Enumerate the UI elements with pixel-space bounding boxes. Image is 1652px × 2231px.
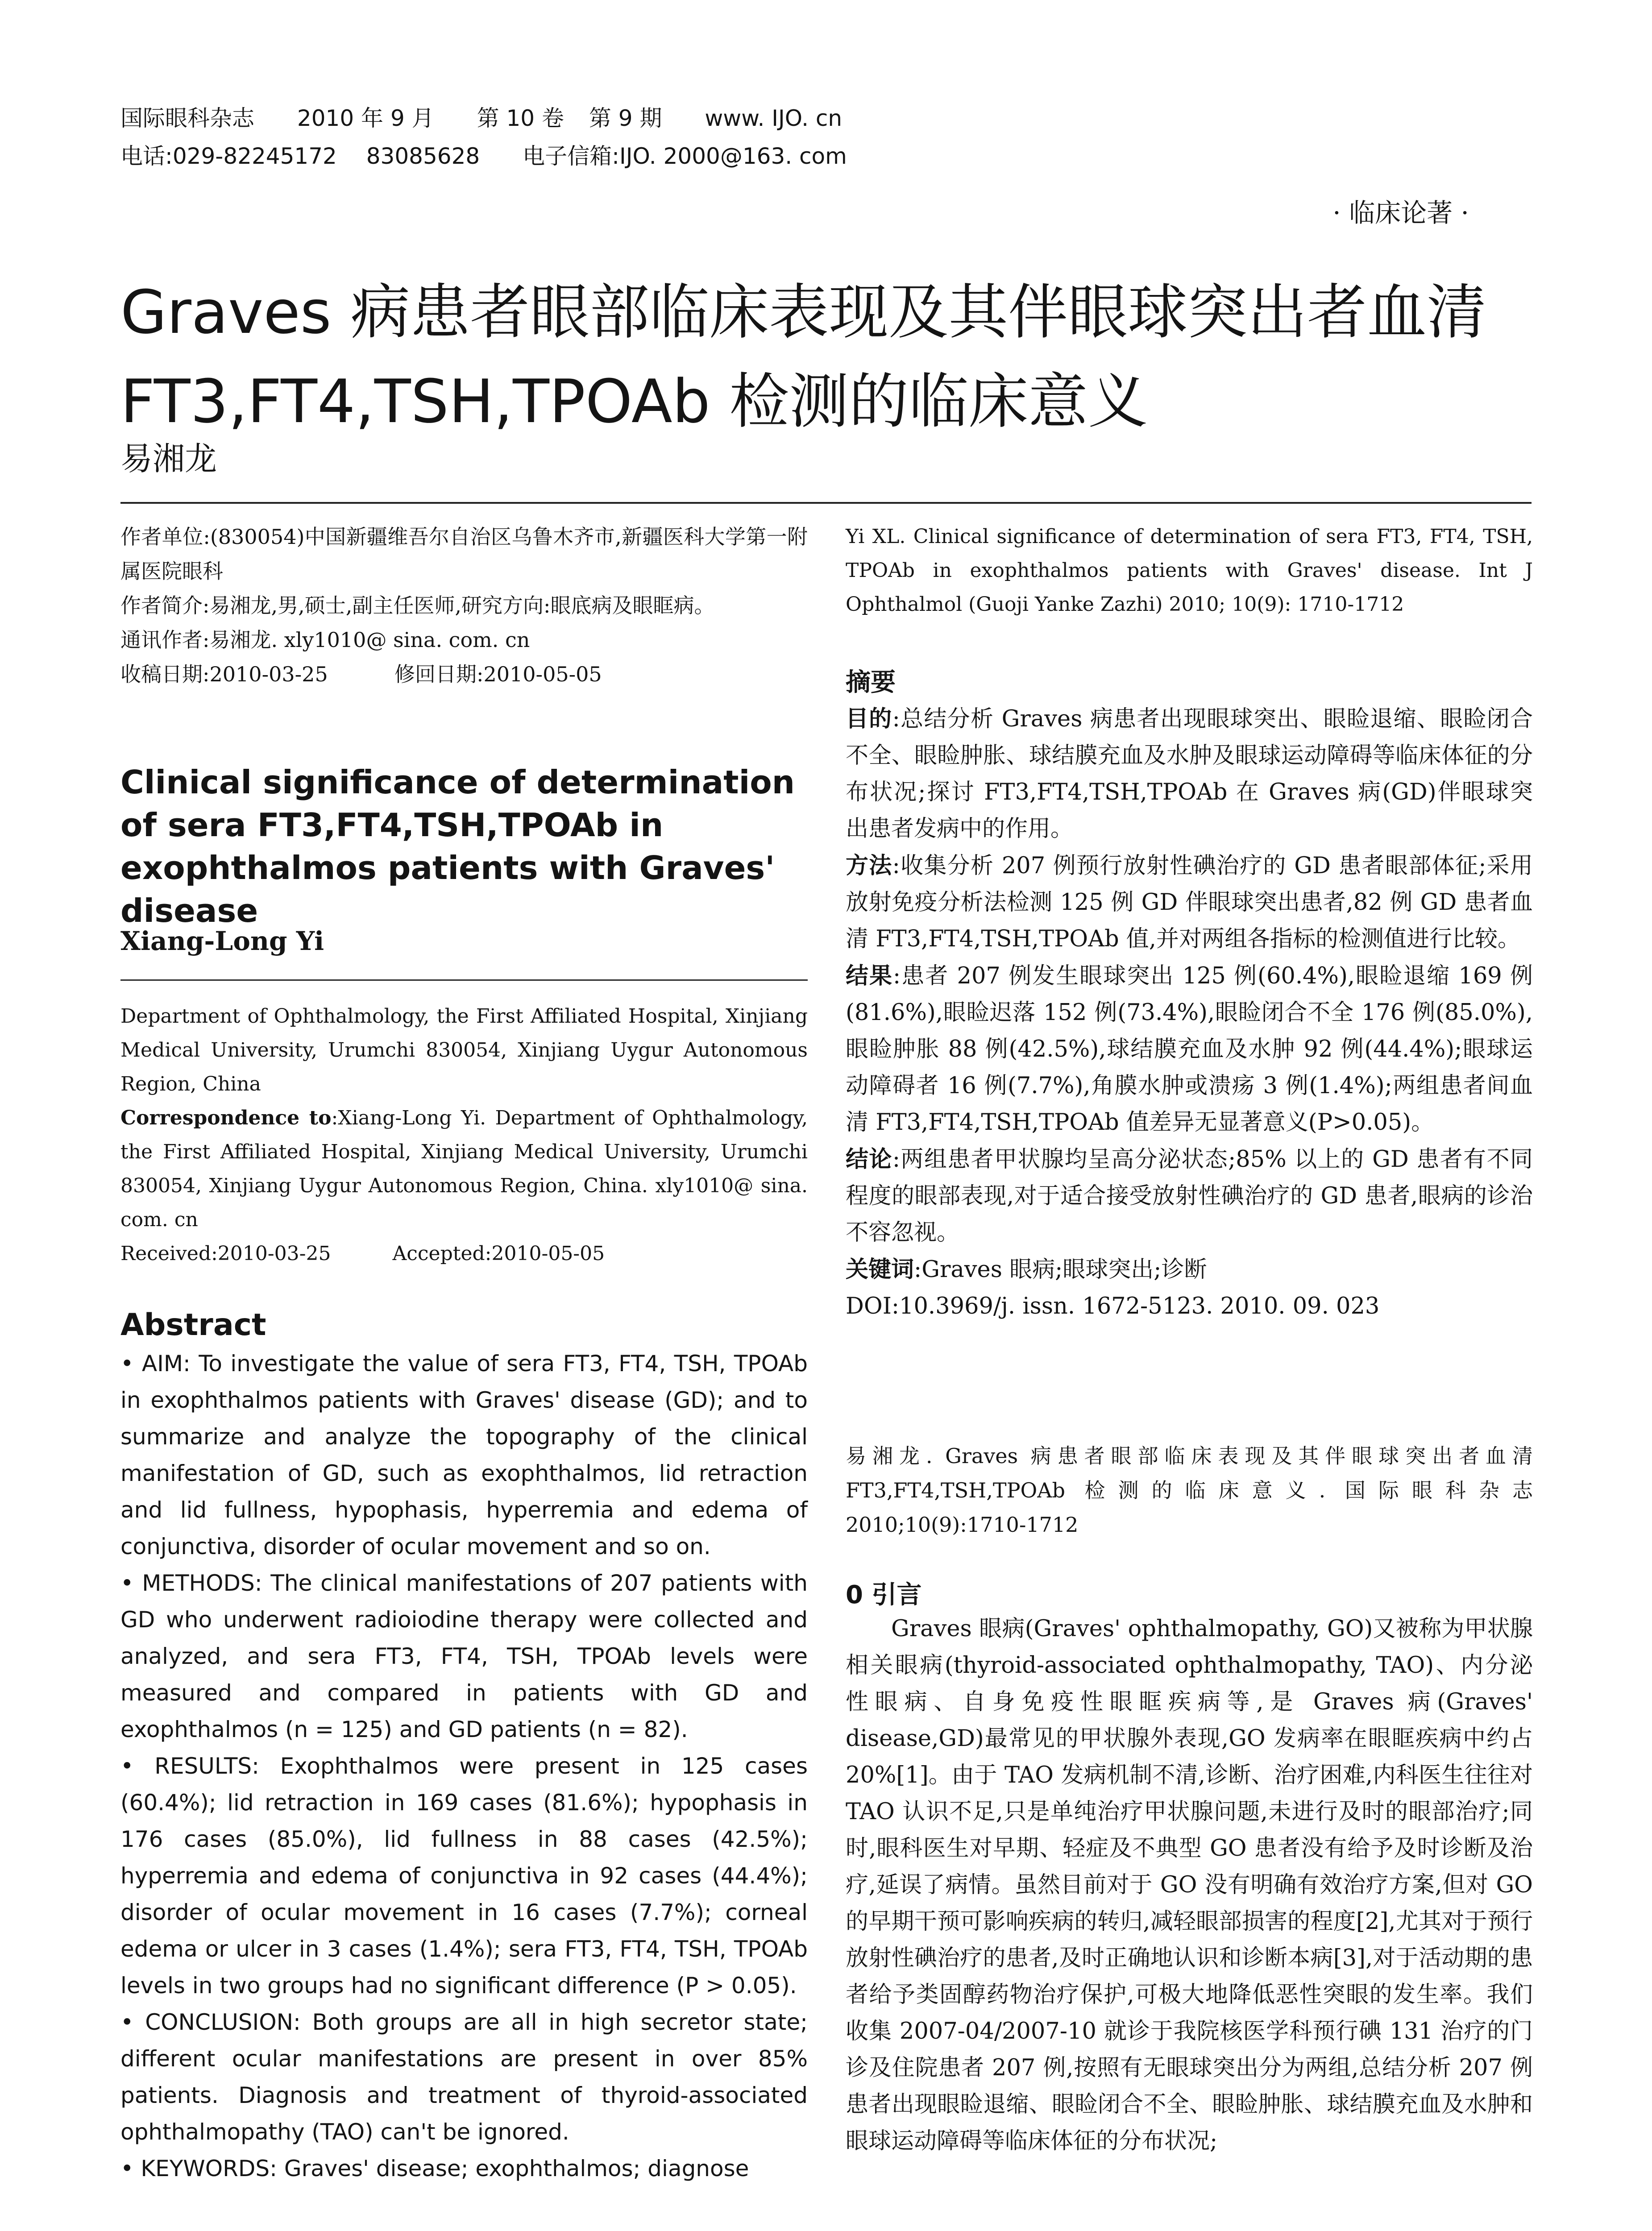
affiliation-cn (120, 520, 808, 692)
received-date-cn: 收稿日期:2010-03-25 (120, 662, 328, 686)
author-cn: 易湘龙 (120, 440, 217, 477)
volume: 第 10 卷 (477, 105, 564, 131)
received-date-en: Received:2010-03-25 (120, 1242, 331, 1265)
abstract-conclusion: • CONCLUSION: Both groups are all in high secretor state; different ocular manifestations are present in over 85% patients. Diagnosis and treatment of thyroid-associated ophthalmopathy (TAO) can't be ignored. (120, 2009, 808, 2145)
intro-heading: 0 引言 (846, 1580, 922, 1609)
phone2: 83085628 (366, 143, 480, 169)
abstract-keywords: • KEYWORDS: Graves' disease; exophthalmos; diagnose (120, 2156, 749, 2181)
email-link[interactable]: 电子信箱:IJO. 2000@163. com (523, 143, 847, 169)
citation-cn: 易湘龙. Graves 病患者眼部临床表现及其伴眼球突出者血清 FT3,FT4,TSH,TPOAb 检测的临床意义. 国际眼科杂志 2010;10(9):1710-1712 (846, 1444, 1533, 1537)
methods-label: 方法 (846, 852, 892, 879)
intro-body: Graves 眼病(Graves' ophthalmopathy, GO)又被称为甲状腺相关眼病(thyroid-associated ophthalmopathy, TAO)、内分泌性眼病、自身免疫性眼眶疾病等,是 Graves 病(Graves' disease,GD)最常见的甲状腺外表现,GO 发病率在眼眶疾病中约占 20%[1]。由于 TAO 发病机制不清,诊断、治疗困难,内科医生往往对 TAO 认识不足,只是单纯治疗甲状腺问题,未进行及时的眼部治疗;同时,眼科医生对早期、轻症及不典型 GO 患者没有给予及时诊断及治疗,延误了病情。虽然目前对于 GO 没有明确有效治疗方案,但对 GO 的早期干预可影响疾病的转归,减轻眼部损害的程度[2],尤其对于预行放射性碘治疗的患者,及时正确地认识和诊断本病[3],对于活动期的患者给予类固醇药物治疗保护,可极大地降低恶性突眼的发生率。我们收集 2007-04/2007-10 就诊于我院核医学科预行碘 131 治疗的门诊及住院患者 207 例,按照有无眼球突出分为两组,总结分析 207 例患者出现眼睑退缩、眼睑闭合不全、眼睑肿胀、球结膜充血及水肿和眼球运动障碍等临床体征的分布状况; (846, 1616, 1533, 2154)
dates-cn (120, 657, 808, 692)
keywords-label: 关键词 (846, 1256, 914, 1283)
results-label: 结果 (846, 962, 893, 989)
dates-en (120, 1237, 808, 1271)
issue: 第 9 期 (589, 105, 662, 131)
abstract-cn-keywords (846, 1251, 1533, 1288)
aim-label: 目的 (846, 705, 892, 732)
corresponding-author: 通讯作者:易湘龙. xly1010@ sina. com. cn (120, 628, 530, 652)
phone: 电话:029-82245172 (120, 143, 337, 169)
title-divider (120, 502, 1532, 504)
section-label: · 临床论著 · (1332, 198, 1469, 228)
abstract-cn-conclusion (846, 1141, 1533, 1251)
correspondence-text: :Xiang-Long Yi. Department of Ophthalmology, the First Affiliated Hospital, Xinjiang Medical University, Urumchi 830054, Xinjiang Uygur Autonomous Region, China. xly1010@ sina. com. cn (120, 1107, 808, 1231)
methods-text: :收集分析 207 例预行放射性碘治疗的 GD 患者眼部体征;采用放射免疫分析法检测 125 例 GD 伴眼球突出患者,82 例 GD 患者血清 FT3,FT4,TSH,TPOAb 值,并对两组各指标的检测值进行比较。 (846, 853, 1533, 952)
conclusion-label: 结论 (846, 1146, 892, 1173)
revised-date-cn: 修回日期:2010-05-05 (394, 662, 602, 686)
citation-en: Yi XL. Clinical significance of determination of sera FT3, FT4, TSH, TPOAb in exophthalmos patients with Graves' disease. Int J Ophthalmol (Guoji Yanke Zazhi) 2010; 10(9): 1710-1712 (846, 525, 1533, 616)
website-link[interactable]: www. IJO. cn (705, 105, 843, 131)
correspondence-label: Correspondence to (120, 1107, 332, 1129)
author-bio: 作者简介:易湘龙,男,硕士,副主任医师,研究方向:眼底病及眼眶病。 (120, 593, 715, 618)
department-en: Department of Ophthalmology, the First Affiliated Hospital, Xinjiang Medical University, Urumchi 830054, Xinjiang Uygur Autonomous Region, China (120, 1005, 808, 1095)
article-title-en: Clinical significance of determination of sera FT3,FT4,TSH,TPOAb in exophthalmos patients with Graves' disease (120, 763, 795, 929)
journal-header-line2 (120, 138, 883, 174)
journal-name: 国际眼科杂志 (120, 105, 254, 131)
affiliation-unit: 作者单位:(830054)中国新疆维吾尔自治区乌鲁木齐市,新疆医科大学第一附属医院眼科 (120, 525, 808, 583)
abstract-aim: • AIM: To investigate the value of sera FT3, FT4, TSH, TPOAb in exophthalmos patients with Graves' disease (GD); and to summarize and analyze the topography of the clinical manifestation of GD, such as exophthalmos, lid retraction and lid fullness, hypophasis, hyperremia and edema of conjunctiva, disorder of ocular movement and so on. (120, 1351, 808, 1559)
conclusion-text: :两组患者甲状腺均呈高分泌状态;85% 以上的 GD 患者有不同程度的眼部表现,对于适合接受放射性碘治疗的 GD 患者,眼病的诊治不容忽视。 (846, 1146, 1533, 1246)
keywords-text: :Graves 眼病;眼球突出;诊断 (914, 1256, 1207, 1283)
abstract-results: • RESULTS: Exophthalmos were present in 125 cases (60.4%); lid retraction in 169 cases (81.6%); hypophasis in 176 cases (85.0%), lid fullness in 88 cases (42.5%); hyperremia and edema of conjunctiva in 92 cases (44.4%); disorder of ocular movement in 16 cases (7.7%); corneal edema or ulcer in 3 cases (1.4%); sera FT3, FT4, TSH, TPOAb levels in two groups had no significant difference (P > 0.05). (120, 1753, 808, 1999)
accepted-date-en: Accepted:2010-05-05 (392, 1242, 605, 1265)
abstract-methods: • METHODS: The clinical manifestations of 207 patients with GD who underwent radioiodine therapy were collected and analyzed, and sera FT3, FT4, TSH, TPOAb levels were measured and compared in patients with GD and exophthalmos (n = 125) and GD patients (n = 82). (120, 1570, 808, 1742)
article-title-cn: Graves 病患者眼部临床表现及其伴眼球突出者血清 FT3,FT4,TSH,TPOAb 检测的临床意义 (120, 278, 1487, 436)
issue-date: 2010 年 9 月 (297, 105, 434, 131)
author-en: Xiang-Long Yi (120, 926, 324, 956)
results-text: :患者 207 例发生眼球突出 125 例(60.4%),眼睑退缩 169 例(81.6%),眼睑迟落 152 例(73.4%),眼睑闭合不全 176 例(85.0%),眼睑肿胀 88 例(42.5%),球结膜充血及水肿 92 例(44.4%);眼球运动障碍者 16 例(7.7%),角膜水肿或溃疡 3 例(1.4%);两组患者间血清 FT3,FT4,TSH,TPOAb 值差异无显著意义(P>0.05)。 (846, 963, 1533, 1136)
abstract-cn-results (846, 958, 1533, 1141)
abstract-en (120, 1345, 808, 2187)
abstract-cn-methods (846, 847, 1533, 958)
abstract-cn-aim (846, 701, 1533, 847)
doi: DOI:10.3969/j. issn. 1672-5123. 2010. 09. 023 (846, 1293, 1380, 1319)
abstract-heading-cn: 摘要 (846, 668, 896, 697)
abstract-heading-en: Abstract (120, 1307, 266, 1343)
author-divider (120, 979, 808, 981)
affiliation-en (120, 999, 808, 1271)
abstract-cn (846, 701, 1533, 1325)
journal-header-line1 (120, 100, 878, 136)
aim-text: :总结分析 Graves 病患者出现眼球突出、眼睑退缩、眼睑闭合不全、眼睑肿胀、球结膜充血及水肿及眼球运动障碍等临床体征的分布状况;探讨 FT3,FT4,TSH,TPOAb 在 Graves 病(GD)伴眼球突出患者发病中的作用。 (846, 706, 1533, 842)
correspondence-en (120, 1101, 808, 1237)
